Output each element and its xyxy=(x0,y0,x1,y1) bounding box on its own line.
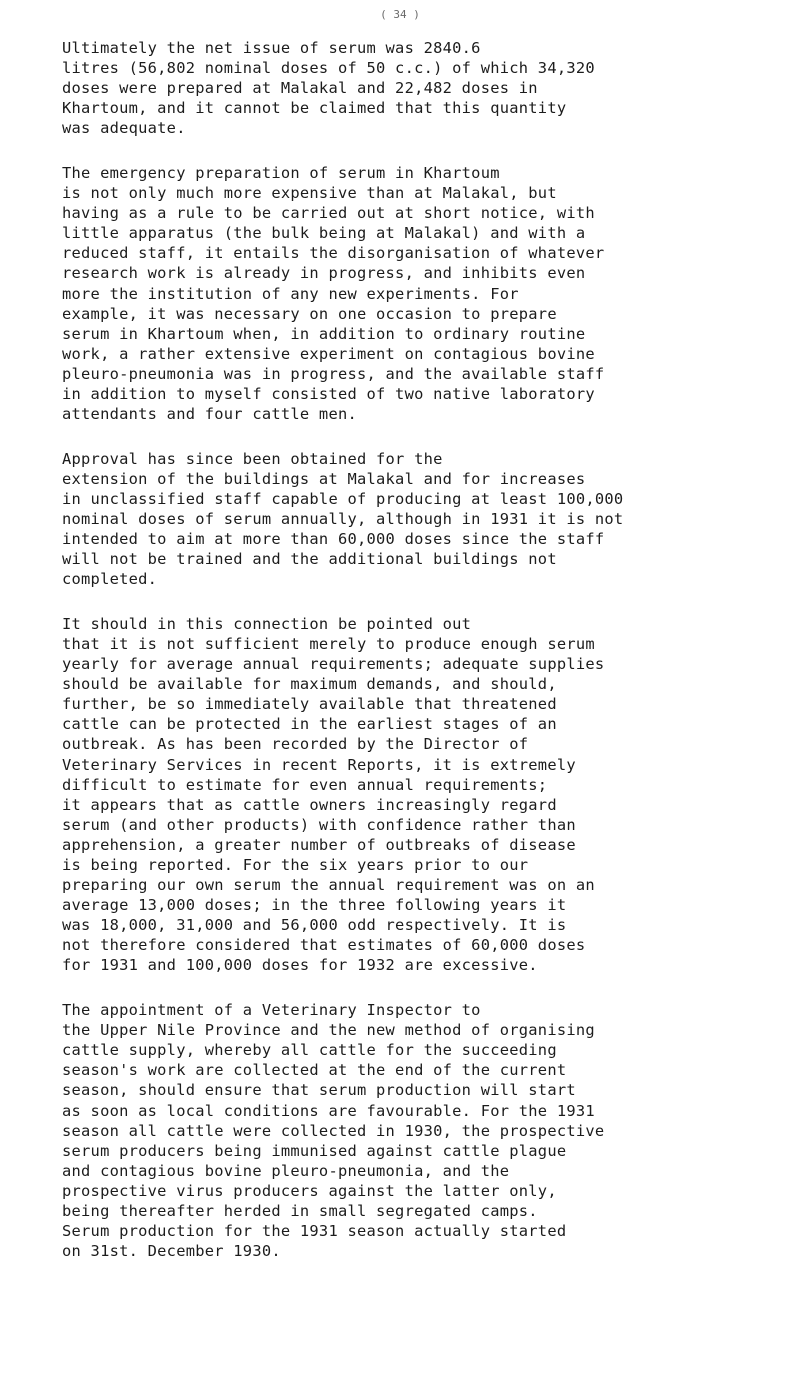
paragraph-emergency-preparation: The emergency preparation of serum in Khartoum is not only much more expensive than at Malakal, but having as a rule to be carried out at short notice, with little apparatus (the bulk being at Malakal) and with a reduced staff, it entails the disorganisation of whatever research work is already in progress, and inhibits even more the institution of any new experiments. For example, it was necessary on one occasion to prepare serum in Khartoum when, in addition to ordinary routine work, a rather extensive experiment on contagious bovine pleuro-pneumonia was in progress, and the available staff in addition to myself consisted of two native laboratory attendants and four cattle men. xyxy=(62,163,605,424)
document-body xyxy=(62,38,748,1286)
page-number: ( 34 ) xyxy=(380,8,420,21)
paragraph-requirements: It should in this connection be pointed out that it is not sufficient merely to produce enough serum yearly for average annual requirements; adequate supplies should be available for maximum demands, and should, further, be so immediately available that threatened cattle can be protected in the earliest stages of an outbreak. As has been recorded by the Director of Veterinary Services in recent Reports, it is extremely difficult to estimate for even annual requirements; it appears that as cattle owners increasingly regard serum (and other products) with confidence rather than apprehension, a greater number of outbreaks of disease is being reported. For the six years prior to our preparing our own serum the annual requirement was on an average 13,000 doses; in the three following years it was 18,000, 31,000 and 56,000 odd respectively. It is not therefore considered that estimates of 60,000 doses for 1931 and 100,000 doses for 1932 are excessive. xyxy=(62,614,605,975)
paragraph-approval-extension: Approval has since been obtained for the extension of the buildings at Malakal and for increases in unclassified staff capable of producing at least 100,000 nominal doses of serum annually, although in 1931 it is not intended to aim at more than 60,000 doses since the staff will not be trained and the additional buildings not completed. xyxy=(62,449,624,589)
paragraph-veterinary-inspector: The appointment of a Veterinary Inspector to the Upper Nile Province and the new method of organising cattle supply, whereby all cattle for the succeeding season's work are collected at the end of the current season, should ensure that serum production will start as soon as local conditions are favourable. For the 1931 season all cattle were collected in 1930, the prospective serum producers being immunised against cattle plague and contagious bovine pleuro-pneumonia, and the prospective virus producers against the latter only, being thereafter herded in small segregated camps. Serum production for the 1931 season actually started on 31st. December 1930. xyxy=(62,1001,605,1261)
paragraph-serum-issue: Ultimately the net issue of serum was 2840.6 litres (56,802 nominal doses of 50 c.c.) of which 34,320 doses were prepared at Malakal and 22,482 doses in Khartoum, and it cannot be claimed that this quantity was adequate. xyxy=(62,39,595,138)
